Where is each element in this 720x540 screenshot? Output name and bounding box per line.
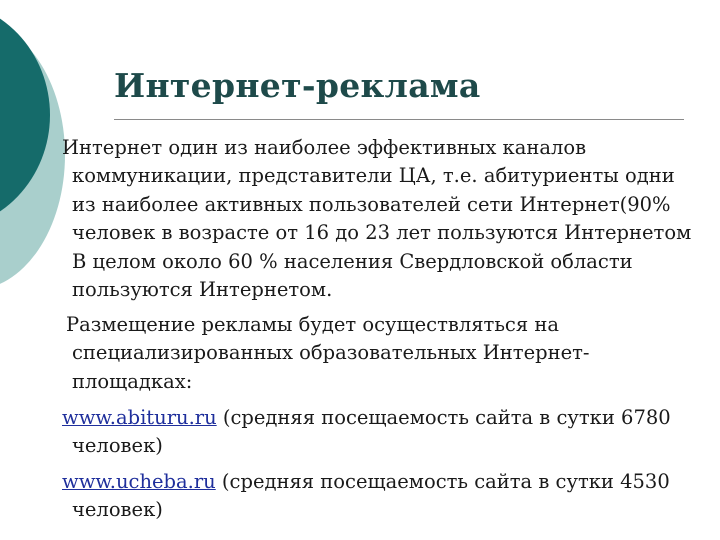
paragraph-1-line-1: Интернет один из наиболее эффективных каналов [62,136,587,159]
paragraph-2-line-2: специализированных образовательных Интернет- [72,341,590,364]
ucheba-description-continued: человек) [72,498,163,521]
paragraph-1-line-6: пользуются Интернетом. [72,278,333,301]
paragraph-1-line-4: человек в возрасте от 16 до 23 лет пользуются Интернетом [72,221,692,244]
abituru-description-continued: человек) [72,434,163,457]
abituru-link[interactable]: www.abituru.ru [62,406,217,429]
site-entry-ucheba [62,470,670,495]
paragraph-1-line-3: из наиболее активных пользователей сети Интернет(90% [72,193,671,216]
ucheba-link[interactable]: www.ucheba.ru [62,470,216,493]
slide-title: Интернет-реклама [114,66,481,105]
paragraph-1-line-5: В целом около 60 % населения Свердловской области [72,250,633,273]
ucheba-description: (средняя посещаемость сайта в сутки 4530 [215,470,670,493]
paragraph-2-line-1: Размещение рекламы будет осуществляться на [66,313,559,336]
paragraph-1-line-2: коммуникации, представители ЦА, т.е. абитуриенты одни [72,164,675,187]
paragraph-2-line-3: площадках: [72,370,193,393]
site-entry-abituru [62,406,671,431]
abituru-description: (средняя посещаемость сайта в сутки 6780 [216,406,671,429]
